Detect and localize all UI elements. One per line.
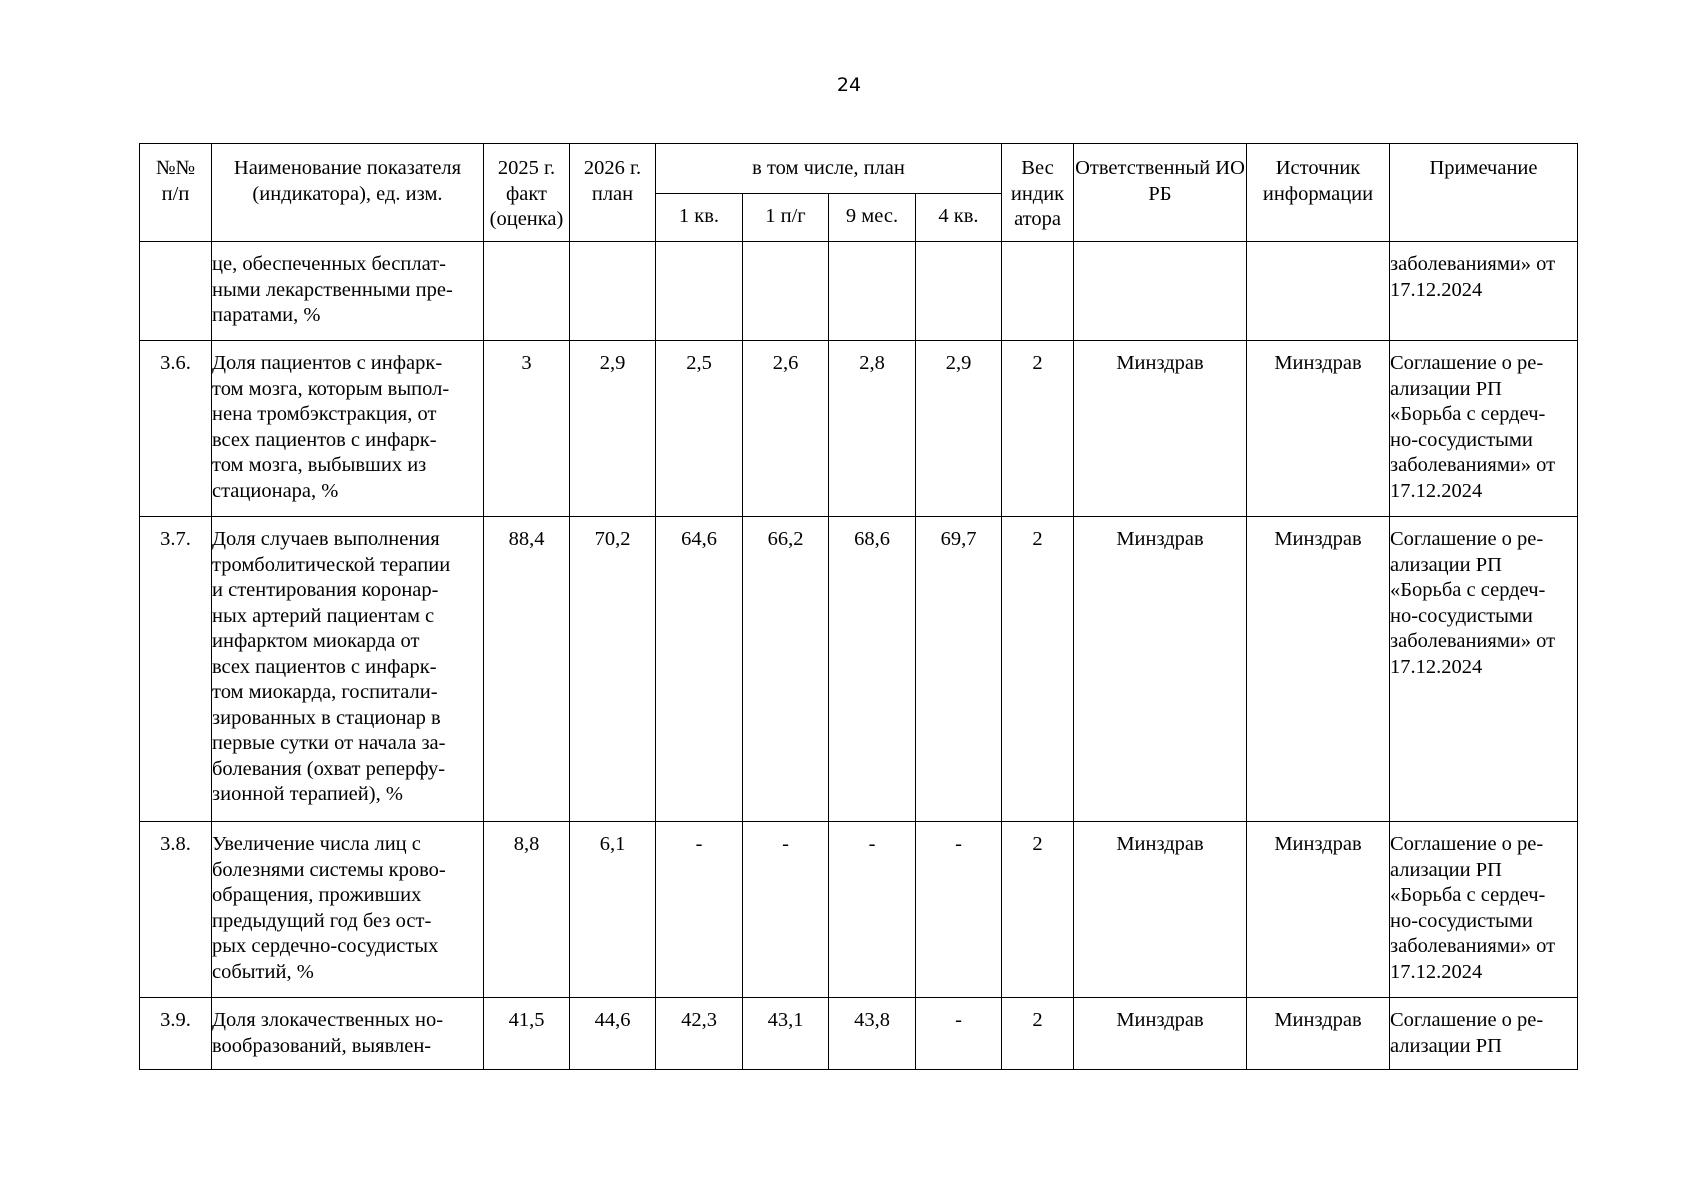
cell-note: заболеваниями» от 17.12.2024 bbox=[1390, 242, 1578, 341]
table-header bbox=[140, 144, 1578, 242]
cell-name: це, обеспеченных бесплат- ными лекарственными пре- паратами, % bbox=[212, 242, 484, 341]
header-responsible: Ответственный ИО РБ bbox=[1074, 144, 1247, 242]
cell-weight: 2 bbox=[1002, 517, 1074, 822]
cell-name: Доля случаев выполнения тромболитической терапии и стентирования коронар- ных артерий пациентам с инфарктом миокарда от всех пациентов с инфарк- том миокарда, госпитали- зированных в стационар в первые сутки от начала за- болевания (охват реперфу- зионной терапией), % bbox=[212, 517, 484, 822]
cell-h1: 43,1 bbox=[743, 998, 829, 1070]
cell-q4: 69,7 bbox=[916, 517, 1002, 822]
page-number: 24 bbox=[836, 74, 862, 96]
header-name: Наименование показателя (индикатора), ед. изм. bbox=[212, 144, 484, 242]
table-row bbox=[140, 517, 1578, 822]
cell-9m: 68,6 bbox=[829, 517, 916, 822]
cell-h1 bbox=[743, 242, 829, 341]
cell-plan-2026: 44,6 bbox=[570, 998, 656, 1070]
cell-responsible bbox=[1074, 242, 1247, 341]
cell-weight: 2 bbox=[1002, 998, 1074, 1070]
cell-q1: 42,3 bbox=[656, 998, 743, 1070]
cell-num bbox=[140, 242, 212, 341]
cell-q1 bbox=[656, 242, 743, 341]
cell-h1: 66,2 bbox=[743, 517, 829, 822]
cell-plan-2026: 70,2 bbox=[570, 517, 656, 822]
cell-responsible: Минздрав bbox=[1074, 822, 1247, 998]
table-row bbox=[140, 998, 1578, 1070]
cell-9m: - bbox=[829, 822, 916, 998]
cell-source: Минздрав bbox=[1247, 998, 1390, 1070]
cell-q4 bbox=[916, 242, 1002, 341]
header-fact-2025: 2025 г. факт (оценка) bbox=[484, 144, 570, 242]
cell-num: 3.8. bbox=[140, 822, 212, 998]
table-row bbox=[140, 822, 1578, 998]
cell-plan-2026 bbox=[570, 242, 656, 341]
cell-plan-2026: 6,1 bbox=[570, 822, 656, 998]
cell-q1: 2,5 bbox=[656, 341, 743, 517]
table-row bbox=[140, 341, 1578, 517]
cell-name: Увеличение числа лиц с болезнями системы крово- обращения, проживших предыдущий год без ост- рых сердечно-сосудистых событий, % bbox=[212, 822, 484, 998]
table-body bbox=[140, 242, 1578, 1070]
cell-fact-2025: 88,4 bbox=[484, 517, 570, 822]
header-9m: 9 мес. bbox=[829, 194, 916, 242]
cell-source bbox=[1247, 242, 1390, 341]
header-incl-plan: в том числе, план bbox=[656, 144, 1002, 194]
cell-name: Доля пациентов с инфарк- том мозга, которым выпол- нена тромбэкстракция, от всех пациентов с инфарк- том мозга, выбывших из стационара, % bbox=[212, 341, 484, 517]
cell-note: Соглашение о ре- ализации РП «Борьба с сердеч- но-сосудистыми заболеваниями» от 17.12.2024 bbox=[1390, 517, 1578, 822]
cell-9m: 43,8 bbox=[829, 998, 916, 1070]
cell-weight: 2 bbox=[1002, 341, 1074, 517]
cell-h1: 2,6 bbox=[743, 341, 829, 517]
cell-weight bbox=[1002, 242, 1074, 341]
header-num: №№ п/п bbox=[140, 144, 212, 242]
cell-source: Минздрав bbox=[1247, 341, 1390, 517]
cell-9m bbox=[829, 242, 916, 341]
cell-source: Минздрав bbox=[1247, 822, 1390, 998]
cell-fact-2025 bbox=[484, 242, 570, 341]
cell-weight: 2 bbox=[1002, 822, 1074, 998]
cell-num: 3.7. bbox=[140, 517, 212, 822]
header-source: Источник информации bbox=[1247, 144, 1390, 242]
cell-responsible: Минздрав bbox=[1074, 998, 1247, 1070]
cell-source: Минздрав bbox=[1247, 517, 1390, 822]
cell-plan-2026: 2,9 bbox=[570, 341, 656, 517]
header-weight: Вес индик атора bbox=[1002, 144, 1074, 242]
cell-name: Доля злокачественных но- вообразований, выявлен- bbox=[212, 998, 484, 1070]
cell-q4: - bbox=[916, 822, 1002, 998]
cell-q4: 2,9 bbox=[916, 341, 1002, 517]
cell-responsible: Минздрав bbox=[1074, 517, 1247, 822]
cell-q1: 64,6 bbox=[656, 517, 743, 822]
cell-num: 3.9. bbox=[140, 998, 212, 1070]
cell-note: Соглашение о ре- ализации РП bbox=[1390, 998, 1578, 1070]
cell-num: 3.6. bbox=[140, 341, 212, 517]
table-row bbox=[140, 242, 1578, 341]
cell-q1: - bbox=[656, 822, 743, 998]
cell-9m: 2,8 bbox=[829, 341, 916, 517]
indicators-table bbox=[139, 143, 1578, 1070]
header-q1: 1 кв. bbox=[656, 194, 743, 242]
cell-responsible: Минздрав bbox=[1074, 341, 1247, 517]
cell-fact-2025: 41,5 bbox=[484, 998, 570, 1070]
cell-h1: - bbox=[743, 822, 829, 998]
header-h1: 1 п/г bbox=[743, 194, 829, 242]
cell-fact-2025: 8,8 bbox=[484, 822, 570, 998]
cell-note: Соглашение о ре- ализации РП «Борьба с сердеч- но-сосудистыми заболеваниями» от 17.12.2024 bbox=[1390, 822, 1578, 998]
header-note: Примечание bbox=[1390, 144, 1578, 242]
header-plan-2026: 2026 г. план bbox=[570, 144, 656, 242]
header-q4: 4 кв. bbox=[916, 194, 1002, 242]
cell-note: Соглашение о ре- ализации РП «Борьба с сердеч- но-сосудистыми заболеваниями» от 17.12.2024 bbox=[1390, 341, 1578, 517]
cell-fact-2025: 3 bbox=[484, 341, 570, 517]
cell-q4: - bbox=[916, 998, 1002, 1070]
